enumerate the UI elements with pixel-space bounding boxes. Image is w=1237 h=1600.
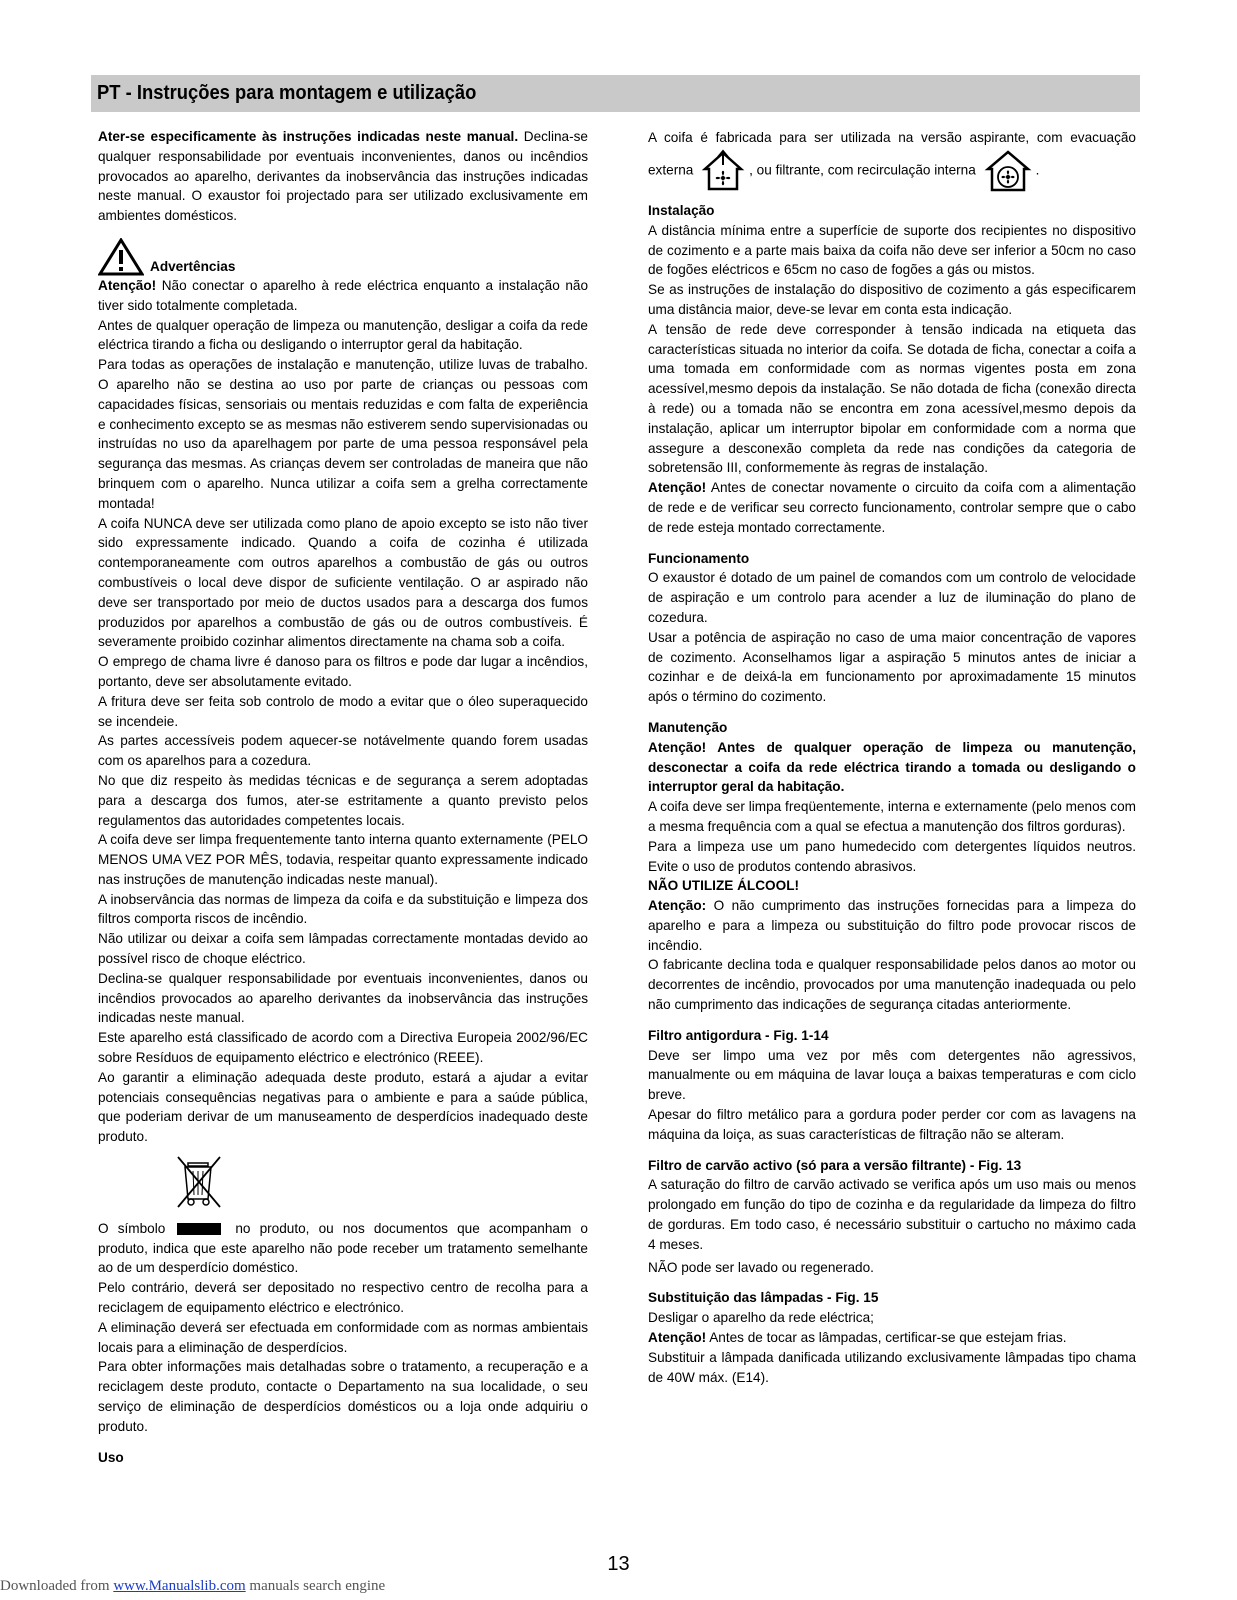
symbol-paragraph: O símbolo no produto, ou nos documentos que acompanham o produto, indica que este aparelho não pode receber um tratamento semelhante ao de um desperdício doméstico. [98,1220,588,1276]
warnings-title: Advertências [150,258,236,274]
weee-symbol [98,1155,588,1215]
paragraph: A coifa deve ser limpa frequentemente tanto interna quanto externamente (PELO MENOS UMA VEZ POR MÊS, todavia, respeitar quanto expressamente indicado nas instruções de manutenção indicadas neste manual). [98,832,588,887]
black-bar-icon [177,1223,221,1235]
paragraph: A tensão de rede deve corresponder à tensão indicada na etiqueta das características situada no interior da coifa. Se dotada de ficha, conectar a coifa a uma tomada em conformidade com as normas vigentes posta em zona acessível,mesmo depois da instalação. Se não dotada de ficha (conexão directa à rede) ou a tomada não se encontra em zona acessível,mesmo depois da instalação, aplicar um interruptor bipolar em conformidade com a norma que assegure a desconexão completa da rede nas condições da categoria de sobretensão III, conformemente às regras de instalação. [648,321,1136,476]
attention-paragraph: Atenção! Antes de tocar as lâmpadas, certificar-se que estejam frias. [648,1330,1067,1346]
ducted-house-fan-icon [701,149,745,193]
warnings-heading [98,238,588,276]
paragraph: A inobservância das normas de limpeza da coifa e da substituição e limpeza dos filtros comporta riscos de incêndio. [98,891,588,927]
paragraph: Se as instruções de instalação do dispositivo de cozimento a gás especificarem uma distância maior, deve-se levar em conta esta indicação. [648,282,1136,317]
paragraph: A eliminação deverá ser efectuada em conformidade com as normas ambientais locais para a eliminação de desperdícios. [98,1319,588,1355]
paragraph: Substituir a lâmpada danificada utilizando exclusivamente lâmpadas tipo chama de 40W máx. (E14). [648,1349,1136,1385]
paragraph: A distância mínima entre a superfície de suporte dos recipientes no dispositivo de cozimento e a parte mais baixa da coifa não deve ser inferior a 50cm no caso de fogões eléctricos e 65cm no caso de fogões a gás ou mistos. [648,222,1136,278]
paragraph: NÃO pode ser lavado ou regenerado. [648,1259,874,1275]
no-alcohol-warning: NÃO UTILIZE ÁLCOOL! [648,878,800,894]
grease-filter-heading: Filtro antigordura - Fig. 1-14 [648,1027,829,1043]
uso-heading: Uso [98,1449,124,1465]
attention-paragraph: Atenção: O não cumprimento das instruções fornecidas para a limpeza do aparelho e para a limpeza ou substituição do filtro pode provocar riscos de incêndio. [648,898,1136,953]
paragraph: No que diz respeito às medidas técnicas e de segurança a serem adoptadas para a descarga dos fumos, ater-se estritamente a quanto previsto pelos regulamentos das autoridades competentes locais. [98,772,588,828]
carbon-filter-heading: Filtro de carvão activo (só para a versão filtrante) - Fig. 13 [648,1157,1022,1173]
right-column [648,127,1136,1387]
paragraph: A coifa NUNCA deve ser utilizada como plano de apoio excepto se isto não tiver sido expressamente indicado. Quando a coifa de cozinha é utilizada contemporaneamente com outros aparelhos a combustão de gás ou outros combustíveis o local deve dispor de suficiente ventilação. O ar aspirado não deve ser transportado por meio de ductos usados para a descarga dos fumos produzidos por aparelhos a combustão de gás ou de outros combustíveis. É severamente proibido cozinhar alimentos directamente na chama sob a coifa. [98,515,588,650]
attention-paragraph: Atenção! Antes de conectar novamente o circuito da coifa com a alimentação de rede e de verificar seu correcto funcionamento, controlar sempre que o cabo de rede esteja montado correctamente. [648,480,1136,535]
paragraph: Declina-se qualquer responsabilidade por eventuais inconvenientes, danos ou incêndios provocados ao aparelho derivantes da inobservância das instruções indicadas neste manual. [98,970,588,1026]
recirculating-house-fan-icon [984,149,1032,193]
paragraph: Antes de qualquer operação de limpeza ou manutenção, desligar a coifa da rede eléctrica tirando a ficha ou desligando o interruptor geral da habitação. [98,317,588,353]
paragraph: A saturação do filtro de carvão activado se verifica após um uso mais ou menos prolongado em função do tipo de cozinha e da regularidade da limpeza do filtro de gorduras. Em todo caso, é necessário substituir o cartucho no máximo cada 4 meses. [648,1177,1136,1252]
paragraph: Usar a potência de aspiração no caso de uma maior concentração de vapores de cozimento. Aconselhamos ligar a aspiração 5 minutos antes de iniciar a cozinhar e de deixá-la em funcionamento por aproximadamente 15 minutos após o término do cozimento. [648,629,1136,705]
paragraph: A fritura deve ser feita sob controlo de modo a evitar que o óleo superaquecido se incendeie. [98,693,588,729]
intro-paragraph: Ater-se especificamente às instruções indicadas neste manual. Declina-se qualquer responsabilidade por eventuais inconvenientes, danos ou incêndios provocados ao aparelho, derivantes da inobservância das instruções indicadas neste manual. O exaustor foi projectado para ser utilizado exclusivamente em ambientes domésticos. [98,129,588,224]
paragraph: Desligar o aparelho da rede eléctrica; [648,1310,874,1326]
paragraph: Apesar do filtro metálico para a gordura poder perder cor com as lavagens na máquina da loiça, as suas características de filtração não se alteram. [648,1107,1136,1142]
paragraph: Este aparelho está classificado de acordo com a Directiva Europeia 2002/96/EC sobre Resíduos de equipamento eléctrico e electrónico (REEE). [98,1030,588,1066]
page-number: 13 [607,1553,630,1575]
attention-paragraph: Atenção! Não conectar o aparelho à rede eléctrica enquanto a instalação não tiver sido totalmente completada. [98,277,588,313]
paragraph: Não utilizar ou deixar a coifa sem lâmpadas correctamente montadas devido ao possível risco de choque eléctrico. [98,931,588,967]
maintenance-warning: Atenção! Antes de qualquer operação de limpeza ou manutenção, desconectar a coifa da rede eléctrica tirando a tomada ou desligando o interruptor geral da habitação. [648,739,1136,795]
paragraph: Para obter informações mais detalhadas sobre o tratamento, a recuperação e a reciclagem deste produto, contacte o Departamento na sua localidade, o seu serviço de eliminação de desperdícios domésticos ou a loja onde adquiriu o produto. [98,1359,588,1434]
lamp-heading: Substituição das lâmpadas - Fig. 15 [648,1290,879,1306]
crossed-bin-icon [174,1155,224,1209]
paragraph: Deve ser limpo uma vez por mês com detergentes não agressivos, manualmente ou em máquina de lavar louça a baixas temperaturas e com ciclo breve. [648,1047,1136,1103]
paragraph: Para a limpeza use um pano humedecido com detergentes líquidos neutros. Evite o uso de produtos contendo abrasivos. [648,838,1136,874]
function-heading: Funcionamento [648,550,750,566]
warning-triangle-icon [98,238,144,276]
page-title: PT - Instruções para montagem e utilização [97,82,477,104]
paragraph: O emprego de chama livre é danoso para os filtros e pode dar lugar a incêndios, portanto, deve ser absolutamente evitado. [98,654,588,689]
section-header [91,75,1140,112]
paragraph: O fabricante declina toda e qualquer responsabilidade pelos danos ao motor ou decorrentes de incêndio, provocados por uma manutenção inadequada ou pelo não cumprimento das indicações de segurança citadas anteriormente. [648,957,1136,1013]
paragraph: O exaustor é dotado de um painel de comandos com um controlo de velocidade de aspiração e um controlo para acender a luz de iluminação do plano de cozedura. [648,570,1136,625]
paragraph: Pelo contrário, deverá ser depositado no respectivo centro de recolha para a reciclagem de equipamento eléctrico e electrónico. [98,1280,588,1316]
paragraph: Para todas as operações de instalação e manutenção, utilize luvas de trabalho. O aparelho não se destina ao uso por parte de crianças ou pessoas com capacidades físicas, sensoriais ou mentais reduzidas e com falta de experiência e conhecimento excepto se as mesmas não estiverem sendo supervisionadas ou instruídas no uso da aparelhagem por parte de uma pessoa responsável pela segurança das mesmas. As crianças devem ser controladas de maneira que não brinquem com o aparelho. Nunca utilizar a coifa sem a grelha correctamente montada! [98,357,588,511]
paragraph: A coifa deve ser limpa freqüentemente, interna e externamente (pelo menos com a mesma frequência com a qual se efectua a manutenção dos filtros gorduras). [648,799,1136,834]
usage-paragraph: A coifa é fabricada para ser utilizada na versão aspirante, com evacuação externa , ou filtrante, com recirculação interna . [648,127,1136,193]
left-column [98,127,588,1467]
manualslib-link[interactable]: www.Manualslib.com [113,1578,246,1594]
install-heading: Instalação [648,203,715,218]
paragraph: Ao garantir a eliminação adequada deste produto, estará a ajudar a evitar potenciais consequências negativas para o ambiente e para a saúde pública, que poderiam derivar de um manuseamento de desperdícios inadequado deste produto. [98,1069,588,1145]
download-footer: Downloaded from www.Manualslib.com manuals search engine [0,1578,386,1594]
maintenance-heading: Manutenção [648,719,728,735]
paragraph: As partes accessíveis podem aquecer-se notávelmente quando forem usadas com os aparelhos para a cozedura. [98,733,588,769]
